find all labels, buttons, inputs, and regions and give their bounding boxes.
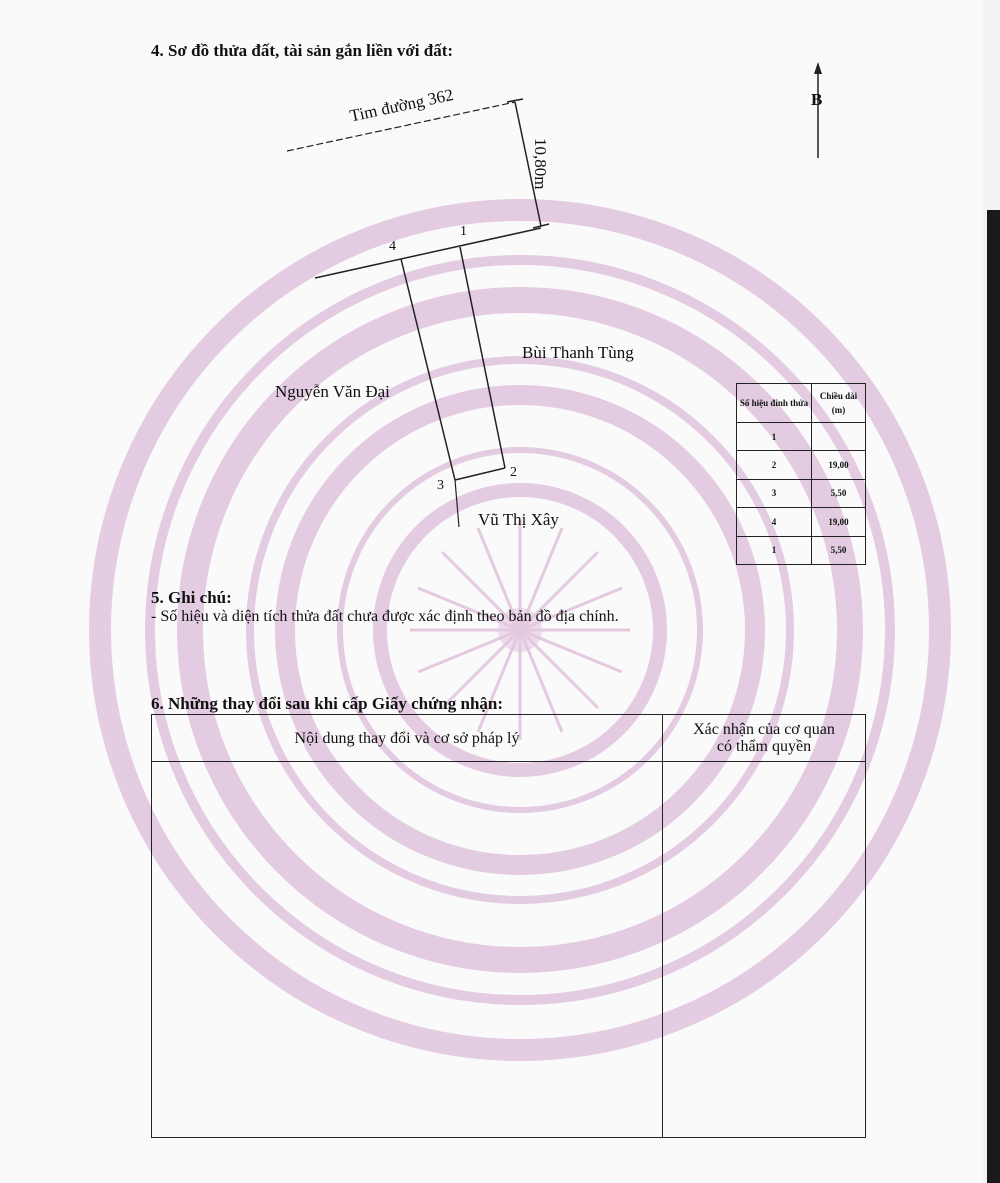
point-2-label: 2 — [510, 465, 517, 480]
changes-table — [151, 714, 866, 1138]
col-header-vertex: Số hiệu đỉnh thửa — [737, 384, 812, 423]
road-label: Tim đường 362 — [348, 85, 456, 126]
neighbor-south: Vũ Thị Xây — [478, 510, 559, 529]
section-5-title: 5. Ghi chú: — [151, 588, 232, 607]
page-edge-strip — [983, 0, 1000, 1183]
confirm-header-line-2: có thẩm quyền — [716, 738, 812, 755]
table-row: 1 — [737, 423, 866, 451]
table-row: 3 5,50 — [737, 479, 866, 507]
section-5-note: - Số hiệu và diện tích thửa đất chưa được xác định theo bản đồ địa chính. — [151, 608, 619, 625]
change-content-cell — [152, 762, 663, 1138]
table-row: 1 5,50 — [737, 536, 866, 564]
confirm-header-line-1: Xác nhận của cơ quan — [693, 721, 835, 738]
vertex-length-table — [736, 383, 866, 565]
boundary-4-3 — [401, 259, 455, 480]
col-header-change-content: Nội dung thay đổi và cơ sở pháp lý — [152, 715, 663, 762]
table-row — [152, 762, 866, 1138]
col-header-length: Chiều dài (m) — [812, 384, 866, 423]
section-4-title: 4. Sơ đồ thửa đất, tài sản gắn liền với đất: — [151, 41, 454, 60]
distance-label: 10,80m — [531, 138, 550, 190]
neighbor-west: Nguyễn Văn Đại — [275, 382, 390, 401]
point-1-label: 1 — [460, 224, 467, 239]
north-label: B — [811, 90, 823, 109]
section-6-title: 6. Những thay đổi sau khi cấp Giấy chứng nhận: — [151, 694, 504, 713]
table-row: 2 19,00 — [737, 451, 866, 479]
boundary-3-2 — [455, 468, 505, 480]
neighbor-east: Bùi Thanh Tùng — [522, 343, 634, 362]
table-row: 4 19,00 — [737, 508, 866, 536]
point-4-label: 4 — [389, 239, 396, 254]
road-edge-line — [315, 228, 541, 278]
authority-confirmation-cell — [663, 762, 866, 1138]
point-3-label: 3 — [437, 478, 444, 493]
boundary-1-2 — [460, 247, 505, 468]
boundary-extension — [455, 480, 459, 527]
col-header-authority-confirmation — [663, 715, 866, 762]
